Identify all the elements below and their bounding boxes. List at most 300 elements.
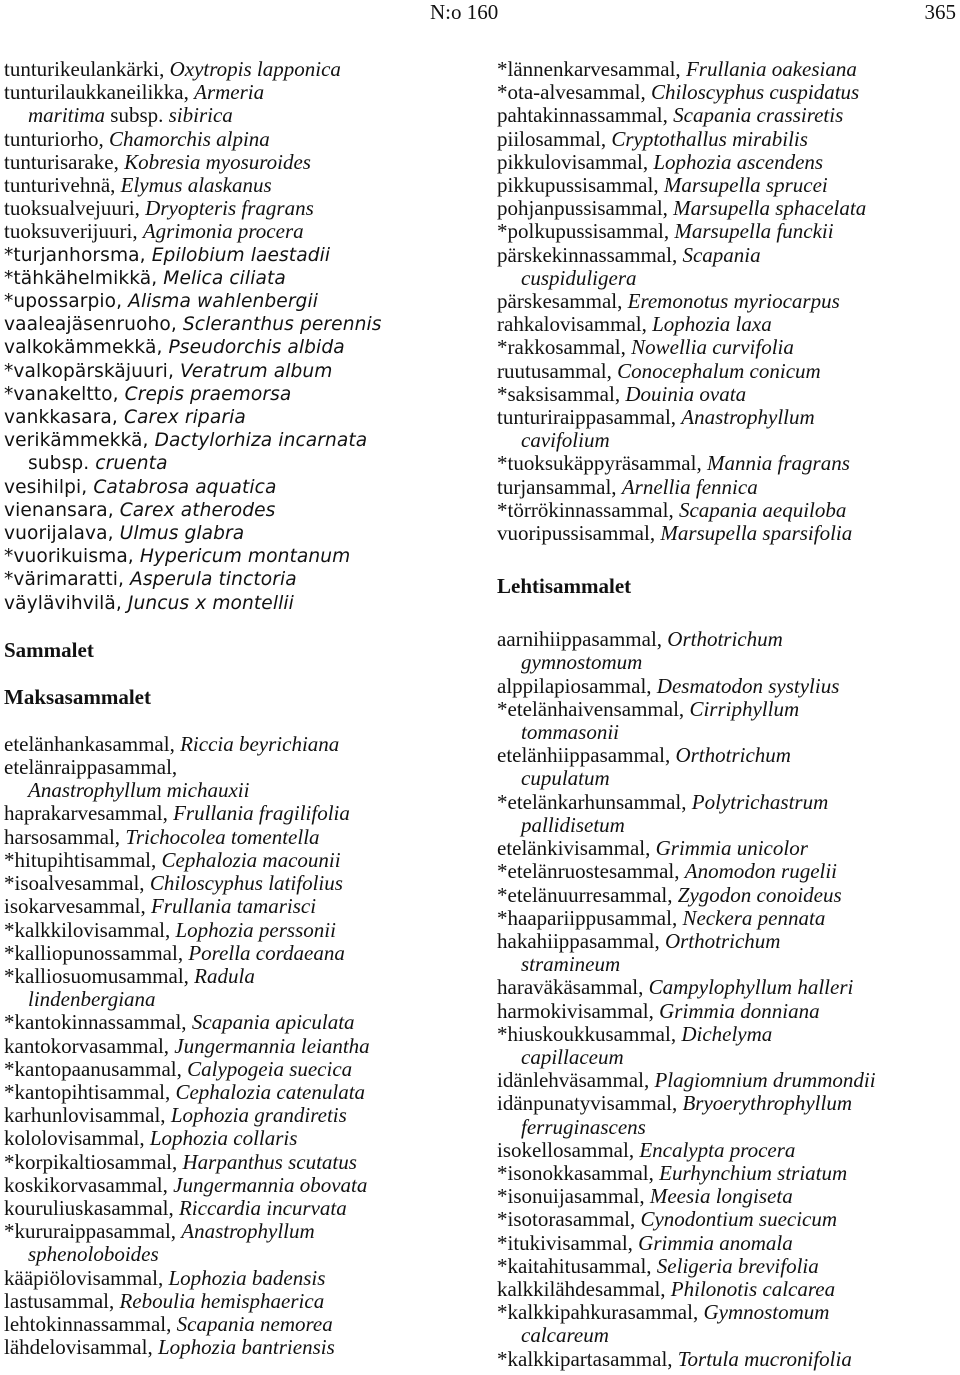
scientific-name: stramineum — [521, 952, 621, 977]
list-item — [497, 360, 960, 383]
scientific-name: Chiloscyphus cuspidatus — [650, 80, 860, 105]
list-item — [497, 104, 960, 127]
scientific-name: Eurhynchium striatum — [659, 1160, 848, 1185]
common-name: *etelänuurresammal, — [497, 882, 678, 907]
common-name: *kaitahitusammal, — [497, 1253, 657, 1278]
common-name: vuoripussisammal, — [497, 521, 661, 546]
common-name: tunturisarake, — [4, 149, 125, 174]
common-name: *upossarpio, — [4, 291, 129, 313]
common-name: *etelänruostesammal, — [497, 859, 685, 884]
common-name: *isonuijasammal, — [497, 1184, 650, 1209]
scientific-name: Carex atherodes — [119, 499, 276, 521]
common-name: *värimaratti, — [4, 569, 131, 591]
scientific-name: Orthotrichum — [664, 928, 781, 953]
common-name: tunturiraippasammal, — [497, 405, 682, 430]
list-item — [497, 1278, 960, 1301]
list-item-continuation — [497, 429, 960, 452]
scientific-name: Orthotrichum — [675, 743, 791, 768]
list-item — [497, 1208, 960, 1231]
scientific-name: Zygodon conoideus — [677, 882, 842, 907]
common-name: *polkupussisammal, — [497, 219, 675, 244]
list-item — [497, 383, 960, 406]
common-name: väylävihvilä, — [4, 592, 128, 614]
common-name: tunturilaukkaneilikka, — [4, 80, 195, 105]
common-name: tunturiorho, — [4, 126, 109, 151]
common-name: *haapariippusammal, — [497, 905, 683, 930]
list-item-continuation — [497, 721, 960, 744]
list-item — [497, 744, 960, 767]
scientific-name: Lophozia ascendens — [653, 149, 824, 174]
list-item — [497, 907, 960, 930]
common-name: *kalkkilovisammal, — [4, 917, 176, 942]
scientific-name: Frullania fragilifolia — [173, 801, 350, 826]
list-item — [497, 1092, 960, 1115]
scientific-name: gymnostomum — [521, 650, 643, 675]
list-item — [4, 360, 474, 383]
list-item-continuation — [497, 1046, 960, 1069]
list-item — [497, 58, 960, 81]
common-name: kääpiölovisammal, — [4, 1265, 169, 1290]
list-item — [497, 244, 960, 267]
list-item-continuation — [497, 651, 960, 674]
scientific-name: Dryopteris fragrans — [145, 196, 314, 221]
list-item — [4, 220, 474, 243]
common-name: tuoksuverijuuri, — [4, 219, 143, 244]
common-name: pohjanpussisammal, — [497, 196, 674, 221]
list-item — [497, 1139, 960, 1162]
scientific-name: Marsupella funckii — [674, 219, 834, 244]
list-item — [4, 58, 474, 81]
scientific-name: Trichocolea tomentella — [125, 824, 320, 849]
issue-number: N:o 160 — [430, 0, 499, 24]
scientific-name: Cirriphyllum — [689, 696, 800, 721]
vascular-plant-list — [4, 58, 474, 615]
common-name: lastusammal, — [4, 1288, 120, 1313]
list-item-continuation — [4, 779, 474, 802]
scientific-name: maritima — [28, 103, 106, 128]
scientific-name: Chiloscyphus latifolius — [149, 871, 343, 896]
scientific-name: Orthotrichum — [667, 627, 783, 652]
list-item — [4, 733, 474, 756]
list-item — [497, 791, 960, 814]
scientific-name: Anomodon rugelii — [684, 859, 838, 884]
common-name: *kururaippasammal, — [4, 1219, 182, 1244]
scientific-name: Calypogeia suecica — [187, 1056, 353, 1081]
list-item — [497, 128, 960, 151]
common-name: *itukivisammal, — [497, 1230, 639, 1255]
list-item — [4, 151, 474, 174]
list-item — [497, 220, 960, 243]
list-item — [497, 1023, 960, 1046]
common-name: harmokivisammal, — [497, 998, 660, 1023]
scientific-name: Lophozia badensis — [168, 1265, 326, 1290]
list-item — [4, 1035, 474, 1058]
list-item — [497, 698, 960, 721]
scientific-name: Frullania tamarisci — [150, 894, 317, 919]
scientific-name: Harpanthus scutatus — [182, 1149, 357, 1174]
list-item — [4, 756, 474, 779]
list-item — [497, 313, 960, 336]
common-name: isokarvesammal, — [4, 894, 151, 919]
common-name: valkokämmekkä, — [4, 337, 169, 359]
list-item — [4, 499, 474, 522]
scientific-name: Marsupella sprucei — [663, 173, 828, 198]
list-item — [497, 837, 960, 860]
scientific-name: Marsupella sphacelata — [673, 196, 867, 221]
liverwort-list-continued — [497, 58, 960, 545]
scientific-name: Porella cordaeana — [188, 940, 345, 965]
list-item-continuation — [4, 1243, 474, 1266]
common-name: *kantokinnassammal, — [4, 1010, 192, 1035]
common-name: *saksisammal, — [497, 381, 626, 406]
scientific-name: Douinia ovata — [625, 381, 747, 406]
common-name: *isotorasammal, — [497, 1207, 641, 1232]
scientific-name: sibirica — [168, 103, 233, 128]
list-item — [497, 499, 960, 522]
common-name: *törrökinnassammal, — [497, 497, 679, 522]
scientific-name: Grimmia unicolor — [655, 836, 808, 861]
common-name: karhunlovisammal, — [4, 1103, 171, 1128]
scientific-name: Hypericum montanum — [139, 546, 351, 568]
scientific-name: Desmatodon systylius — [656, 673, 840, 698]
left-column — [4, 58, 474, 1359]
common-name: subsp. — [28, 453, 96, 475]
scientific-name: Epilobium laestadii — [151, 244, 331, 266]
common-name: pikkulovisammal, — [497, 149, 654, 174]
scientific-name: Lophozia collaris — [149, 1126, 298, 1151]
common-name: *kantopihtisammal, — [4, 1079, 176, 1104]
scientific-name: Elymus alaskanus — [120, 173, 272, 198]
list-item — [4, 1197, 474, 1220]
common-name: *kalkkipartasammal, — [497, 1346, 678, 1371]
list-item — [4, 545, 474, 568]
common-name: *valkopärskäjuuri, — [4, 360, 180, 382]
list-item — [497, 522, 960, 545]
common-name: koskikorvasammal, — [4, 1172, 174, 1197]
common-name: *vuorikuisma, — [4, 546, 140, 568]
scientific-name: Agrimonia procera — [142, 219, 304, 244]
common-name: *kantopaanusammal, — [4, 1056, 188, 1081]
scientific-name: Veratrum album — [179, 360, 333, 382]
common-name: etelänraippasammal, — [4, 755, 178, 780]
list-item — [497, 81, 960, 104]
scientific-name: Nowellia curvifolia — [631, 335, 794, 360]
common-name: *korpikaltiosammal, — [4, 1149, 183, 1174]
common-name: idänlehväsammal, — [497, 1068, 655, 1093]
scientific-name: Frullania oakesiana — [685, 57, 857, 81]
list-item — [4, 592, 474, 615]
scientific-name: Scapania crassiretis — [673, 103, 844, 128]
list-item — [497, 476, 960, 499]
list-item — [4, 849, 474, 872]
scientific-name: Seligeria brevifolia — [656, 1253, 819, 1278]
list-item — [497, 1348, 960, 1371]
scientific-name: Plagiomnium drummondii — [654, 1068, 876, 1093]
scientific-name: Kobresia myosuroides — [124, 149, 311, 174]
common-name: *tähkähelmikkä, — [4, 267, 164, 289]
common-name: kantokorvasammal, — [4, 1033, 175, 1058]
list-item — [497, 174, 960, 197]
common-name: pärskesammal, — [497, 289, 628, 314]
common-name: haprakarvesammal, — [4, 801, 174, 826]
common-name: *kalkkipahkurasammal, — [497, 1300, 704, 1325]
scientific-name: Ulmus glabra — [119, 523, 245, 545]
scientific-name: tommasonii — [521, 720, 620, 745]
common-name: *lännenkarvesammal, — [497, 57, 686, 81]
scientific-name: Mannia fragrans — [706, 451, 850, 476]
scientific-name: Dactylorhiza incarnata — [154, 430, 368, 452]
common-name: *kalliosuomusammal, — [4, 963, 195, 988]
common-name: idänpunatyvisammal, — [497, 1091, 683, 1116]
list-item — [4, 802, 474, 825]
scientific-name: Grimmia anomala — [638, 1230, 793, 1255]
common-name: pärskekinnassammal, — [497, 242, 683, 267]
list-item — [4, 1081, 474, 1104]
common-name: lähdelovisammal, — [4, 1335, 158, 1360]
scientific-name: Marsupella sparsifolia — [660, 521, 853, 546]
common-name: vuorijalava, — [4, 523, 120, 545]
list-item — [4, 383, 474, 406]
scientific-name: Scapania — [682, 242, 761, 267]
scientific-name: cupulatum — [521, 766, 610, 791]
section-heading-maksasammalet: Maksasammalet — [4, 684, 151, 709]
scientific-name: Cephalozia macounii — [161, 847, 341, 872]
list-item — [497, 1162, 960, 1185]
list-item — [4, 1290, 474, 1313]
scientific-name: Oxytropis lapponica — [169, 57, 341, 81]
common-name: lehtokinnassammal, — [4, 1311, 177, 1336]
moss-list — [497, 628, 960, 1371]
list-item — [4, 872, 474, 895]
list-item — [4, 1151, 474, 1174]
scientific-name: Crepis praemorsa — [124, 383, 292, 405]
list-item — [4, 1313, 474, 1336]
list-item — [497, 1000, 960, 1023]
scientific-name: lindenbergiana — [28, 987, 156, 1012]
list-item — [4, 942, 474, 965]
scientific-name: Bryoerythrophyllum — [682, 1091, 852, 1116]
list-item — [497, 1069, 960, 1092]
scientific-name: pallidisetum — [521, 812, 625, 837]
scientific-name: Anastrophyllum — [181, 1219, 315, 1244]
scientific-name: Grimmia donniana — [659, 998, 820, 1023]
common-name: *tuoksukäppyräsammal, — [497, 451, 707, 476]
list-item — [4, 290, 474, 313]
scientific-name: Juncus x montellii — [127, 592, 294, 614]
list-item-continuation — [497, 1324, 960, 1347]
scientific-name: Meesia longiseta — [649, 1184, 793, 1209]
scientific-name: capillaceum — [521, 1044, 624, 1069]
common-name: vienansara, — [4, 499, 120, 521]
scientific-name: Riccia beyrichiana — [180, 731, 340, 756]
scientific-name: Anastrophyllum michauxii — [28, 778, 250, 803]
list-item — [4, 174, 474, 197]
list-item-continuation — [497, 767, 960, 790]
common-name: kololovisammal, — [4, 1126, 150, 1151]
list-item — [4, 826, 474, 849]
list-item-continuation — [497, 267, 960, 290]
scientific-name: Riccardia incurvata — [178, 1195, 347, 1220]
right-column — [497, 58, 960, 1371]
liverwort-list — [4, 733, 474, 1359]
list-item — [4, 895, 474, 918]
common-name: vesihilpi, — [4, 476, 94, 498]
common-name: verikämmekkä, — [4, 430, 155, 452]
list-item — [4, 406, 474, 429]
list-item-continuation — [497, 953, 960, 976]
scientific-name: Eremonotus myriocarpus — [627, 289, 840, 314]
list-item — [497, 1185, 960, 1208]
subspecies-marker: subsp. — [105, 103, 169, 128]
common-name: tuoksualvejuuri, — [4, 196, 146, 221]
common-name: *hitupihtisammal, — [4, 847, 162, 872]
list-item — [4, 128, 474, 151]
common-name: tunturivehnä, — [4, 173, 121, 198]
list-item — [497, 452, 960, 475]
list-item — [4, 81, 474, 104]
list-item-continuation — [497, 814, 960, 837]
scientific-name: Scapania apiculata — [191, 1010, 355, 1035]
list-item — [4, 522, 474, 545]
scientific-name: sphenoloboides — [28, 1242, 159, 1267]
common-name: turjansammal, — [497, 474, 622, 499]
list-item — [4, 1174, 474, 1197]
list-item — [4, 568, 474, 591]
common-name: *isonokkasammal, — [497, 1160, 660, 1185]
list-item — [4, 244, 474, 267]
scientific-name: Pseudorchis albida — [168, 337, 345, 359]
common-name: kalkkilähdesammal, — [497, 1276, 671, 1301]
list-item — [497, 406, 960, 429]
list-item — [4, 429, 474, 452]
common-name: *rakkosammal, — [497, 335, 632, 360]
list-item — [4, 1220, 474, 1243]
common-name: *ota-alvesammal, — [497, 80, 651, 105]
common-name: vaaleajäsenruoho, — [4, 314, 183, 336]
scientific-name: cuspiduligera — [521, 265, 637, 290]
scientific-name: Lophozia perssonii — [175, 917, 336, 942]
scientific-name: Alisma wahlenbergii — [128, 291, 318, 313]
list-item-continuation — [497, 1116, 960, 1139]
scientific-name: Gymnostomum — [703, 1300, 830, 1325]
list-item — [497, 976, 960, 999]
common-name: alppilapiosammal, — [497, 673, 657, 698]
list-item-continuation — [4, 104, 474, 127]
common-name: etelänkivisammal, — [497, 836, 656, 861]
scientific-name: Neckera pennata — [682, 905, 826, 930]
scientific-name: Anastrophyllum — [681, 405, 815, 430]
scientific-name: cavifolium — [521, 428, 610, 453]
scientific-name: Jungermannia leiantha — [174, 1033, 370, 1058]
list-item — [497, 884, 960, 907]
common-name: haraväkäsammal, — [497, 975, 649, 1000]
common-name: *turjanhorsma, — [4, 244, 152, 266]
list-item — [4, 1267, 474, 1290]
section-heading-lehtisammalet: Lehtisammalet — [497, 574, 632, 599]
section-heading-sammalet: Sammalet — [4, 637, 94, 662]
common-name: hakahiippasammal, — [497, 928, 665, 953]
list-item — [497, 930, 960, 953]
list-item — [497, 1232, 960, 1255]
scientific-name: Cephalozia catenulata — [175, 1079, 366, 1104]
scientific-name: Radula — [194, 963, 255, 988]
common-name: pikkupussisammal, — [497, 173, 664, 198]
common-name: pahtakinnassammal, — [497, 103, 674, 128]
list-item — [4, 336, 474, 359]
scientific-name: Carex riparia — [123, 407, 246, 429]
scientific-name: Reboulia hemisphaerica — [119, 1288, 325, 1313]
list-item — [497, 860, 960, 883]
list-item — [4, 1336, 474, 1359]
common-name: kouruliuskasammal, — [4, 1195, 179, 1220]
list-item — [4, 965, 474, 988]
common-name: tunturikeulankärki, — [4, 57, 170, 81]
scientific-name: Jungermannia obovata — [173, 1172, 368, 1197]
scientific-name: Lophozia laxa — [652, 312, 772, 337]
list-item — [4, 313, 474, 336]
list-item — [497, 197, 960, 220]
common-name: *kalliopunossammal, — [4, 940, 189, 965]
list-item — [4, 476, 474, 499]
scientific-name: Scapania aequiloba — [678, 497, 847, 522]
common-name: rahkalovisammal, — [497, 312, 653, 337]
scientific-name: Scapania nemorea — [176, 1311, 333, 1336]
scientific-name: Cryptothallus mirabilis — [611, 126, 808, 151]
common-name: *etelänkarhunsammal, — [497, 789, 692, 814]
scientific-name: Campylophyllum halleri — [648, 975, 854, 1000]
common-name: *vanakeltto, — [4, 383, 125, 405]
list-item — [497, 628, 960, 651]
list-item — [497, 675, 960, 698]
list-item — [497, 290, 960, 313]
common-name: vankkasara, — [4, 407, 124, 429]
list-item — [4, 1127, 474, 1150]
scientific-name: calcareum — [521, 1323, 609, 1348]
common-name: etelänhiippasammal, — [497, 743, 676, 768]
scientific-name: Tortula mucronifolia — [677, 1346, 852, 1371]
scientific-name: Philonotis calcarea — [670, 1276, 836, 1301]
scientific-name: Polytrichastrum — [691, 789, 829, 814]
list-item — [4, 197, 474, 220]
scientific-name: Scleranthus perennis — [182, 314, 382, 336]
scientific-name: Catabrosa aquatica — [93, 476, 277, 498]
list-item — [4, 267, 474, 290]
scientific-name: Asperula tinctoria — [130, 569, 297, 591]
common-name: *etelänhaivensammal, — [497, 696, 690, 721]
list-item — [497, 1255, 960, 1278]
list-item-continuation — [4, 452, 474, 475]
scientific-name: Conocephalum conicum — [617, 358, 821, 383]
list-item — [4, 1011, 474, 1034]
common-name: piilosammal, — [497, 126, 612, 151]
scientific-name: Cynodontium suecicum — [640, 1207, 838, 1232]
list-item — [4, 1104, 474, 1127]
page-number: 365 — [924, 0, 956, 24]
scientific-name: Armeria — [194, 80, 265, 105]
scientific-name: Arnellia fennica — [621, 474, 758, 499]
scientific-name: ferruginascens — [521, 1114, 646, 1139]
scientific-name: Lophozia grandiretis — [170, 1103, 347, 1128]
scientific-name: Chamorchis alpina — [109, 126, 270, 151]
list-item — [4, 1058, 474, 1081]
common-name: etelänhankasammal, — [4, 731, 181, 756]
common-name: ruutusammal, — [497, 358, 618, 383]
common-name: isokellosammal, — [497, 1137, 640, 1162]
list-item — [4, 919, 474, 942]
list-item-continuation — [4, 988, 474, 1011]
scientific-name: Encalypta procera — [639, 1137, 796, 1162]
scientific-name: cruenta — [95, 453, 168, 475]
